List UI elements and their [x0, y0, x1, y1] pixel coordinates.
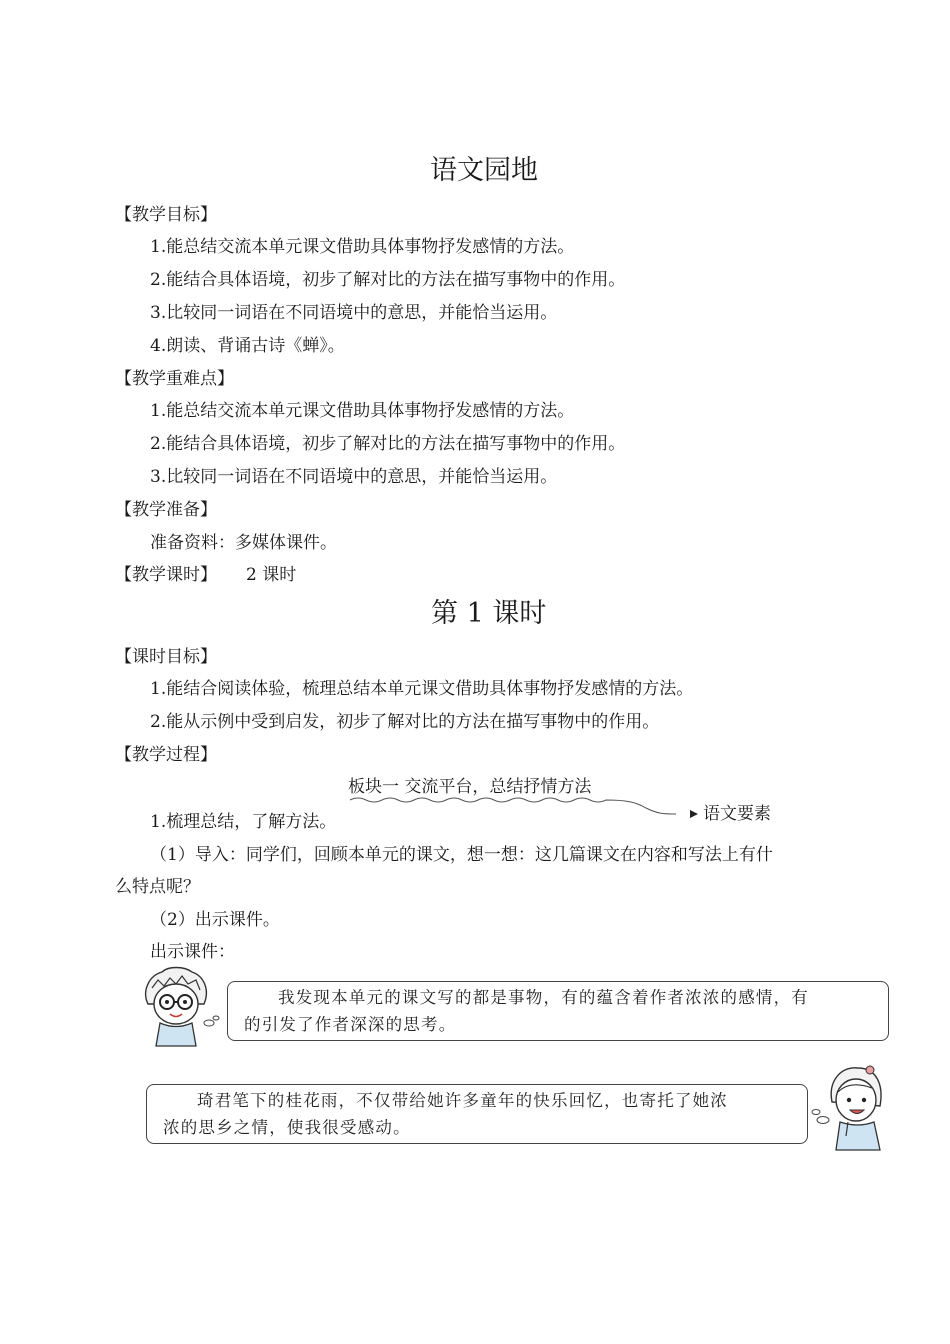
boy-avatar: [140, 966, 220, 1046]
goal-item: 1.能结合阅读体验，梳理总结本单元课文借助具体事物抒发感情的方法。: [150, 679, 694, 699]
block-note: 语文要素: [703, 804, 771, 824]
girl-avatar: [810, 1062, 890, 1152]
speech-bubble-boy: [227, 981, 889, 1041]
show-step: （2）出示课件。: [150, 910, 280, 930]
bubble-text: 浓的思乡之情，使我很受感动。: [163, 1118, 411, 1137]
objective-item: 4.朗读、背诵古诗《蝉》。: [150, 336, 345, 356]
step-1: 1.梳理总结，了解方法。: [150, 812, 337, 832]
preparation-text: 准备资料：多媒体课件。: [150, 533, 337, 553]
objective-item: 2.能结合具体语境，初步了解对比的方法在描写事物中的作用。: [150, 270, 626, 290]
bubble-text: 的引发了作者深深的思考。: [244, 1015, 457, 1034]
lesson-title: 第 1 课时: [431, 598, 547, 629]
page-title: 语文园地: [430, 155, 538, 186]
preparation-heading: 【教学准备】: [115, 500, 217, 520]
objective-item: 3.比较同一词语在不同语境中的意思，并能恰当运用。: [150, 303, 558, 323]
goal-item: 2.能从示例中受到启发，初步了解对比的方法在描写事物中的作用。: [150, 712, 660, 732]
hours-heading: 【教学课时】: [115, 565, 217, 585]
key-point-item: 1.能总结交流本单元课文借助具体事物抒发感情的方法。: [150, 401, 575, 421]
goals-heading: 【课时目标】: [115, 647, 217, 667]
objective-item: 1.能总结交流本单元课文借助具体事物抒发感情的方法。: [150, 237, 575, 257]
show-label: 出示课件：: [150, 942, 235, 962]
intro-line-1: （1）导入：同学们，回顾本单元的课文，想一想：这几篇课文在内容和写法上有什: [150, 845, 773, 865]
block-title: 板块一 交流平台，总结抒情方法: [348, 777, 592, 797]
bubble-text: 我发现本单元的课文写的都是事物，有的蕴含着作者浓浓的感情，有: [278, 988, 809, 1007]
hours-value: 2 课时: [246, 565, 297, 585]
bubble-text: 琦君笔下的桂花雨，不仅带给她许多童年的快乐回忆，也寄托了她浓: [197, 1091, 728, 1110]
speech-bubble-girl: [146, 1084, 808, 1144]
intro-line-2: 么特点呢？: [115, 877, 200, 897]
key-point-item: 3.比较同一词语在不同语境中的意思，并能恰当运用。: [150, 467, 558, 487]
process-heading: 【教学过程】: [115, 745, 217, 765]
objectives-heading: 【教学目标】: [115, 205, 217, 225]
key-points-heading: 【教学重难点】: [115, 369, 234, 389]
key-point-item: 2.能结合具体语境，初步了解对比的方法在描写事物中的作用。: [150, 434, 626, 454]
